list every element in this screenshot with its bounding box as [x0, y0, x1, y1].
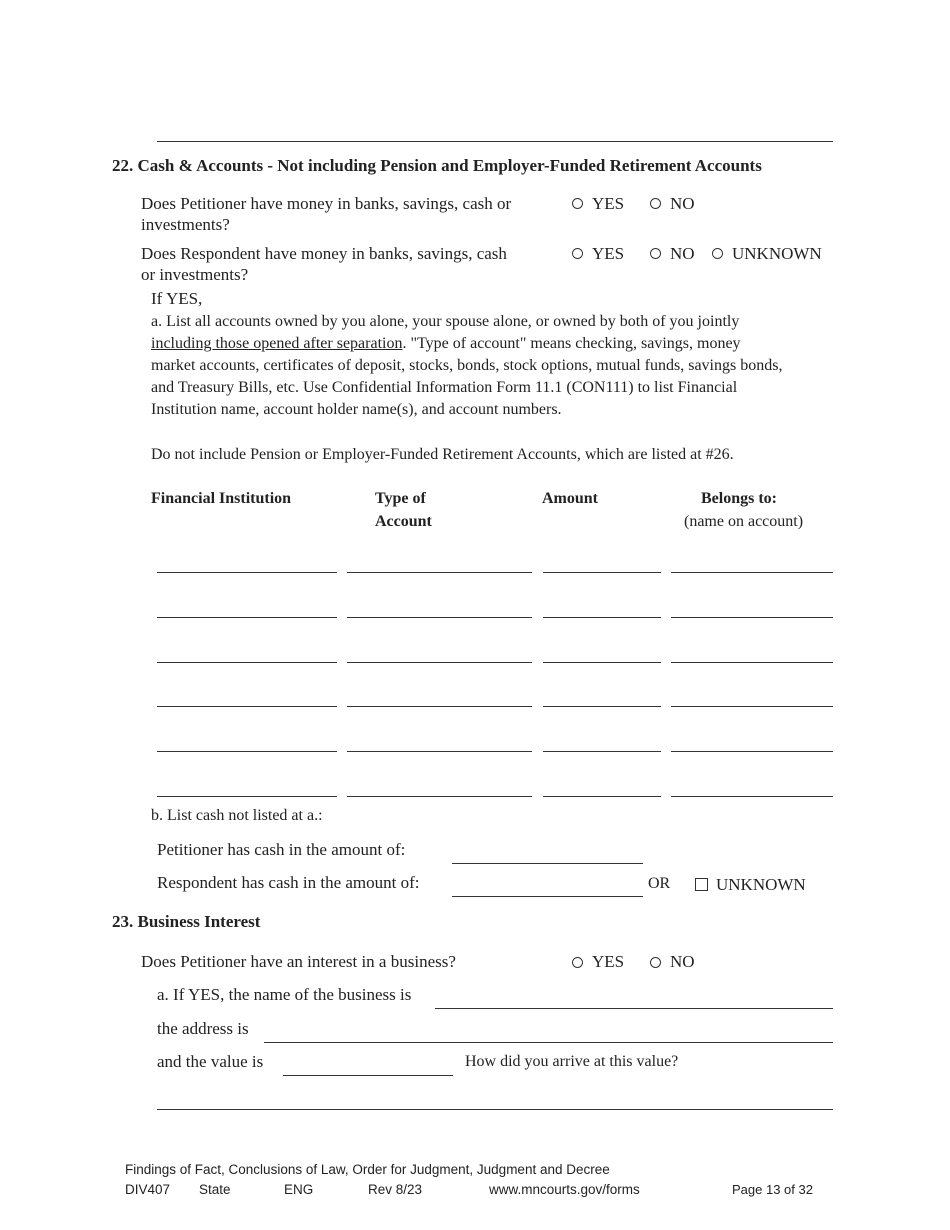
account-type-field[interactable]: [347, 642, 532, 663]
petitioner-money-yes-radio[interactable]: [572, 198, 583, 209]
respondent-money-yes-label: YES: [592, 244, 625, 263]
header-type-of-account-line1: Type of: [375, 490, 426, 507]
instructions-line3: market accounts, certificates of deposit, stocks, bonds, stock options, mutual funds, savings bonds,: [151, 357, 783, 374]
footer-website: www.mncourts.gov/forms: [489, 1182, 640, 1197]
footer-language: ENG: [284, 1182, 314, 1197]
business-interest-yes-radio[interactable]: [572, 957, 583, 968]
account-institution-field[interactable]: [157, 552, 337, 573]
account-belongs-to-field[interactable]: [671, 642, 833, 663]
footer-jurisdiction: State: [199, 1182, 231, 1197]
footer-revision: Rev 8/23: [368, 1182, 423, 1197]
instructions-underlined-text: including those opened after separation: [151, 335, 403, 352]
account-institution-field[interactable]: [157, 597, 337, 618]
business-address-field[interactable]: [264, 1022, 833, 1043]
instructions-line2: [151, 335, 741, 353]
business-value-label: and the value is: [157, 1052, 264, 1071]
footer-page-number: Page 13 of 32: [732, 1182, 813, 1197]
instructions-line2-rest: . "Type of account" means checking, savings, money: [402, 335, 741, 352]
account-type-field[interactable]: [347, 686, 532, 707]
account-amount-field[interactable]: [543, 776, 661, 797]
account-belongs-to-field[interactable]: [671, 597, 833, 618]
instructions-line1: a. List all accounts owned by you alone, your spouse alone, or owned by both of you jointly: [151, 313, 740, 330]
petitioner-money-no-label: NO: [670, 194, 695, 213]
business-name-label: a. If YES, the name of the business is: [157, 985, 412, 1004]
account-amount-field[interactable]: [543, 597, 661, 618]
petitioner-money-no-radio[interactable]: [650, 198, 661, 209]
petitioner-cash-field[interactable]: [452, 843, 643, 864]
account-belongs-to-field[interactable]: [671, 731, 833, 752]
account-type-field[interactable]: [347, 597, 532, 618]
exclusion-note: Do not include Pension or Employer-Funded Retirement Accounts, which are listed at #26.: [151, 446, 734, 463]
business-interest-question: Does Petitioner have an interest in a business?: [141, 952, 456, 971]
account-amount-field[interactable]: [543, 642, 661, 663]
business-interest-no-label: NO: [670, 952, 695, 971]
or-label: OR: [648, 875, 671, 892]
section-22-heading: 22. Cash & Accounts - Not including Pension and Employer-Funded Retirement Accounts: [112, 156, 762, 175]
petitioner-money-question-line2: investments?: [141, 215, 230, 234]
respondent-money-question-line1: Does Respondent have money in banks, savings, cash: [141, 244, 507, 263]
respondent-money-unknown-label: UNKNOWN: [732, 244, 822, 263]
petitioner-cash-label: Petitioner has cash in the amount of:: [157, 840, 406, 859]
business-interest-no-radio[interactable]: [650, 957, 661, 968]
respondent-money-unknown-radio[interactable]: [712, 248, 723, 259]
respondent-cash-label: Respondent has cash in the amount of:: [157, 873, 420, 892]
header-type-of-account-line2: Account: [375, 513, 432, 530]
account-institution-field[interactable]: [157, 731, 337, 752]
footer-title: Findings of Fact, Conclusions of Law, Order for Judgment, Judgment and Decree: [125, 1162, 610, 1177]
respondent-cash-unknown-checkbox[interactable]: [695, 878, 708, 891]
account-belongs-to-field[interactable]: [671, 552, 833, 573]
account-amount-field[interactable]: [543, 686, 661, 707]
instructions-line4: and Treasury Bills, etc. Use Confidential Information Form 11.1 (CON111) to list Financial: [151, 379, 738, 396]
business-interest-yes-label: YES: [592, 952, 625, 971]
account-type-field[interactable]: [347, 731, 532, 752]
account-amount-field[interactable]: [543, 552, 661, 573]
business-name-field[interactable]: [435, 988, 833, 1009]
account-institution-field[interactable]: [157, 642, 337, 663]
respondent-money-no-label: NO: [670, 244, 695, 263]
respondent-cash-field[interactable]: [452, 876, 643, 897]
account-belongs-to-field[interactable]: [671, 686, 833, 707]
header-name-on-account: (name on account): [684, 513, 804, 530]
instructions-line5: Institution name, account holder name(s), and account numbers.: [151, 401, 562, 418]
header-amount: Amount: [542, 490, 599, 507]
business-value-field[interactable]: [283, 1055, 453, 1076]
petitioner-money-question-line1: Does Petitioner have money in banks, savings, cash or: [141, 194, 512, 213]
how-value-answer-field[interactable]: [157, 1089, 833, 1110]
footer-form-code: DIV407: [125, 1182, 171, 1197]
header-belongs-to: Belongs to:: [701, 490, 777, 507]
top-divider: [157, 141, 833, 142]
petitioner-money-yes-label: YES: [592, 194, 625, 213]
section-23-heading: 23. Business Interest: [112, 912, 261, 931]
if-yes-label: If YES,: [151, 289, 203, 308]
header-financial-institution: Financial Institution: [151, 490, 292, 507]
account-type-field[interactable]: [347, 552, 532, 573]
account-institution-field[interactable]: [157, 776, 337, 797]
business-address-label: the address is: [157, 1019, 249, 1038]
cash-not-listed-label: b. List cash not listed at a.:: [151, 807, 323, 824]
respondent-money-yes-radio[interactable]: [572, 248, 583, 259]
account-institution-field[interactable]: [157, 686, 337, 707]
respondent-money-no-radio[interactable]: [650, 248, 661, 259]
how-value-question: How did you arrive at this value?: [465, 1053, 679, 1070]
respondent-cash-unknown-label: UNKNOWN: [716, 875, 806, 894]
respondent-money-question-line2: or investments?: [141, 265, 249, 284]
account-type-field[interactable]: [347, 776, 532, 797]
account-amount-field[interactable]: [543, 731, 661, 752]
account-belongs-to-field[interactable]: [671, 776, 833, 797]
